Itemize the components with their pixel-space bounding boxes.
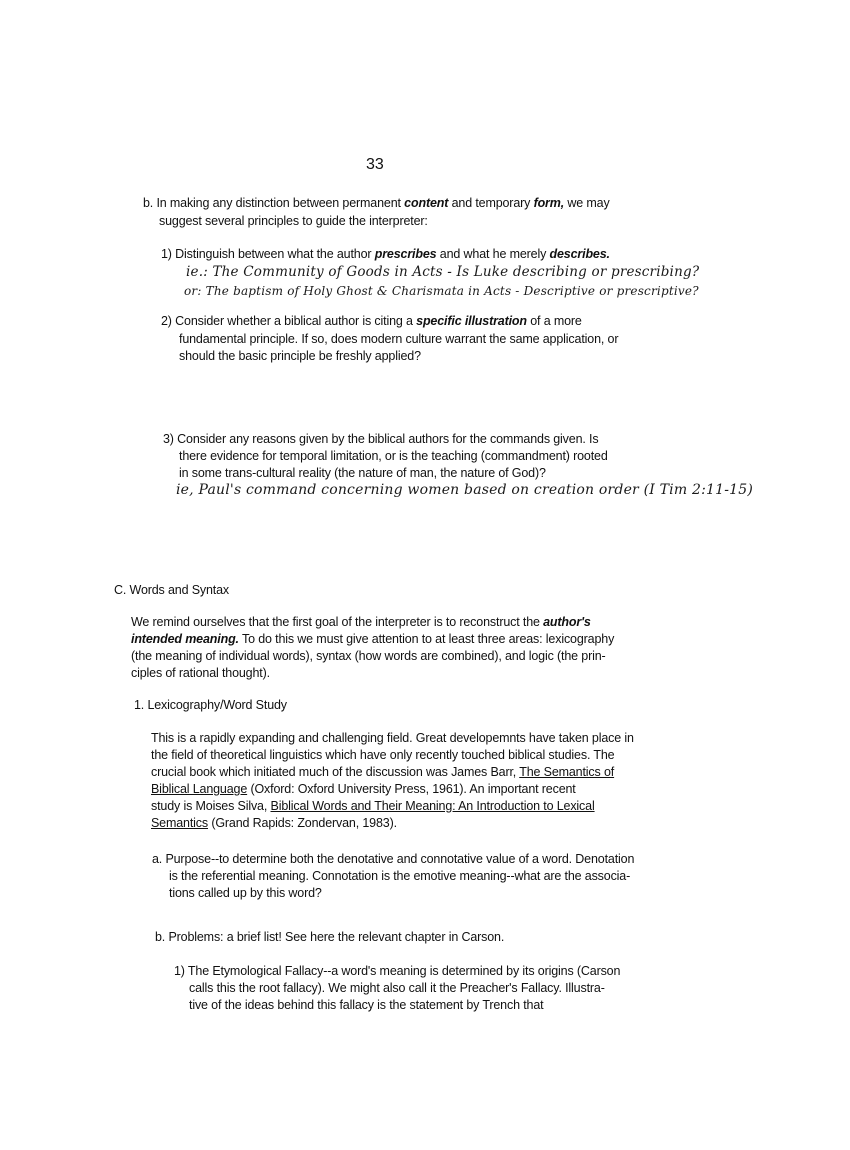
text-run: of a more bbox=[526, 314, 582, 328]
section-b-intro-line1 bbox=[143, 194, 610, 212]
section-c-intro-line1 bbox=[131, 613, 591, 631]
book-title-barr-cont: Biblical Language bbox=[151, 782, 248, 796]
section-c-intro-line2 bbox=[131, 630, 614, 648]
principle-3-line3: in some trans-cultural reality (the nature of man, the nature of God)? bbox=[179, 466, 546, 480]
handwritten-note-creation-order: ie, Paul's command concerning women based on creation order (I Tim 2:11-15) bbox=[176, 482, 754, 498]
text-run: crucial book which initiated much of the discussion was James Barr, bbox=[151, 765, 520, 779]
section-c-intro-line4: ciples of rational thought). bbox=[131, 666, 270, 680]
handwritten-note-baptism: or: The baptism of Holy Ghost & Charismata in Acts - Descriptive or prescriptive? bbox=[184, 284, 699, 298]
purpose-line3: tions called up by this word? bbox=[169, 886, 322, 900]
purpose-line2: is the referential meaning. Connotation is the emotive meaning--what are the associa- bbox=[169, 869, 631, 883]
book-title-barr: The Semantics of bbox=[519, 765, 615, 779]
text-run: To do this we must give attention to at least three areas: lexicography bbox=[238, 632, 615, 646]
etymological-fallacy-line1: 1) The Etymological Fallacy--a word's meaning is determined by its origins (Carson bbox=[174, 964, 621, 978]
text-run: (Grand Rapids: Zondervan, 1983). bbox=[208, 816, 397, 830]
etymological-fallacy-line2: calls this the root fallacy). We might also call it the Preacher's Fallacy. Illustra- bbox=[189, 981, 605, 995]
principle-2-line3: should the basic principle be freshly applied? bbox=[179, 349, 421, 363]
text-run: and temporary bbox=[448, 196, 534, 210]
section-b-intro-line2: suggest several principles to guide the interpreter: bbox=[159, 214, 428, 228]
principle-2-line2: fundamental principle. If so, does modern culture warrant the same application, or bbox=[179, 332, 619, 346]
etymological-fallacy-line3: tive of the ideas behind this fallacy is the statement by Trench that bbox=[189, 998, 544, 1012]
book-title-silva: Biblical Words and Their Meaning: An Introduction to Lexical bbox=[270, 799, 595, 813]
lexicography-p-line1: This is a rapidly expanding and challenging field. Great developemnts have taken place in bbox=[151, 731, 634, 745]
text-run: 1) Distinguish between what the author bbox=[161, 247, 375, 261]
emphasis-specific-illustration: specific illustration bbox=[416, 314, 527, 328]
problems-line1: b. Problems: a brief list! See here the relevant chapter in Carson. bbox=[155, 930, 505, 944]
text-run: (Oxford: Oxford University Press, 1961). An important recent bbox=[247, 782, 576, 796]
page-number: 33 bbox=[366, 156, 384, 173]
text-run: and what he merely bbox=[436, 247, 550, 261]
text-run: b. In making any distinction between permanent bbox=[143, 196, 405, 210]
lexicography-p-line5 bbox=[151, 797, 595, 815]
emphasis-form: form, bbox=[533, 196, 565, 210]
lexicography-p-line3 bbox=[151, 763, 614, 781]
lexicography-p-line2: the field of theoretical linguistics which have only recently touched biblical studies. The bbox=[151, 748, 615, 762]
principle-3-line1: 3) Consider any reasons given by the biblical authors for the commands given. Is bbox=[163, 432, 599, 446]
lexicography-p-line6 bbox=[151, 814, 397, 832]
purpose-line1: a. Purpose--to determine both the denotative and connotative value of a word. Denotation bbox=[152, 852, 635, 866]
section-c-heading: C. Words and Syntax bbox=[114, 583, 230, 597]
principle-1 bbox=[161, 245, 610, 263]
text-run: 2) Consider whether a biblical author is citing a bbox=[161, 314, 417, 328]
text-run: we may bbox=[564, 196, 610, 210]
emphasis-describes: describes. bbox=[549, 247, 610, 261]
section-c-intro-line3: (the meaning of individual words), syntax (how words are combined), and logic (the prin- bbox=[131, 649, 606, 663]
emphasis-content: content bbox=[404, 196, 449, 210]
text-run: study is Moises Silva, bbox=[151, 799, 271, 813]
emphasis-authors: author's bbox=[543, 615, 591, 629]
principle-2-line1 bbox=[161, 312, 582, 330]
lexicography-heading: 1. Lexicography/Word Study bbox=[134, 698, 287, 712]
emphasis-prescribes: prescribes bbox=[374, 247, 437, 261]
book-title-silva-cont: Semantics bbox=[151, 816, 209, 830]
lexicography-p-line4 bbox=[151, 780, 576, 798]
handwritten-note-community: ie.: The Community of Goods in Acts - Is Luke describing or prescribing? bbox=[186, 264, 700, 280]
emphasis-intended-meaning: intended meaning. bbox=[131, 632, 239, 646]
text-run: We remind ourselves that the first goal of the interpreter is to reconstruct the bbox=[131, 615, 544, 629]
principle-3-line2: there evidence for temporal limitation, or is the teaching (commandment) rooted bbox=[179, 449, 608, 463]
